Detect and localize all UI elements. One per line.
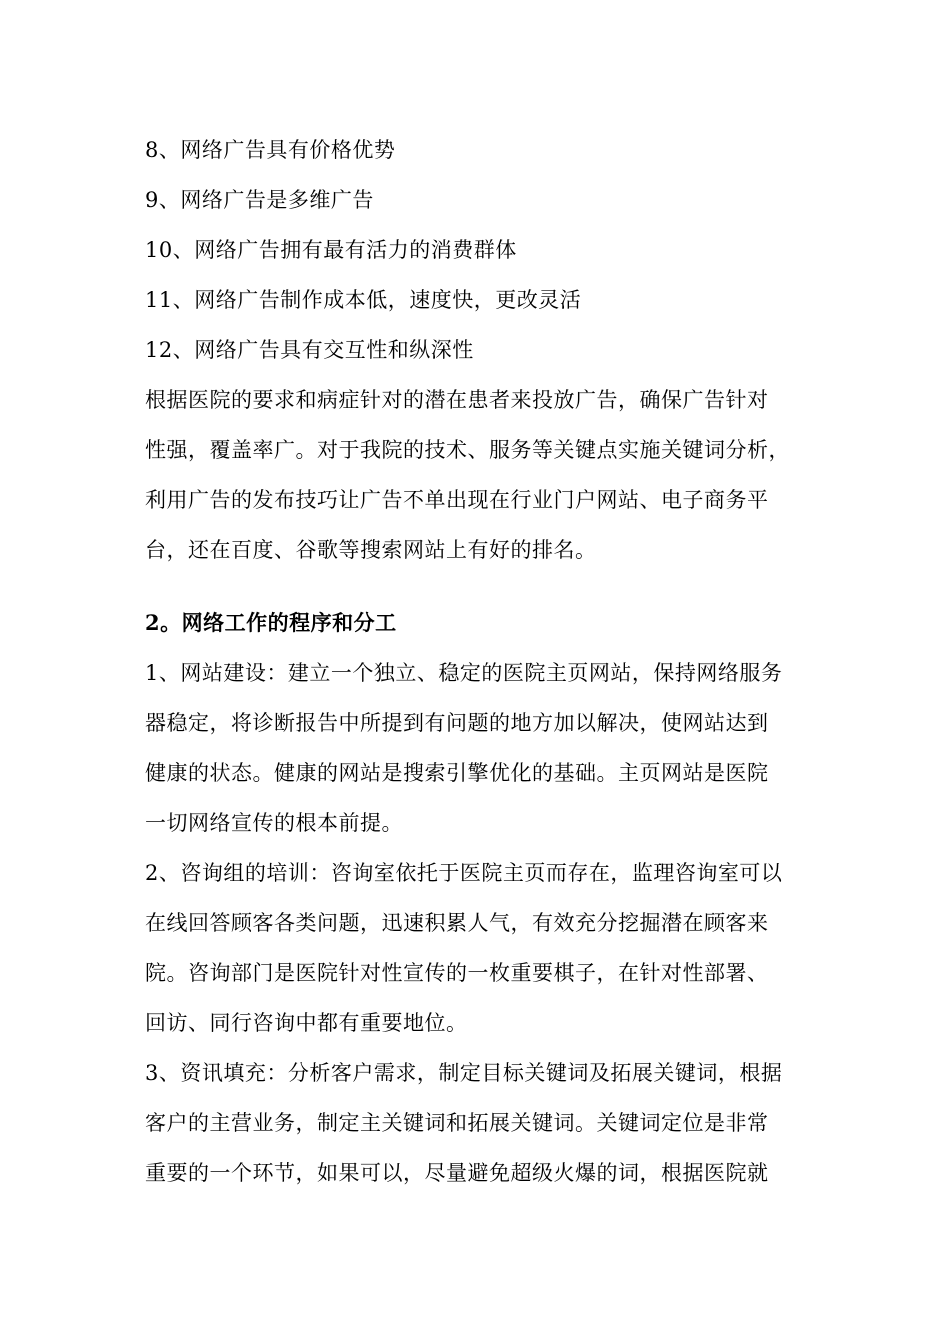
paragraph-line: 台，还在百度、谷歌等搜索网站上有好的排名。 (145, 538, 597, 562)
item1-line: 器稳定，将诊断报告中所提到有问题的地方加以解决，使网站达到 (145, 711, 769, 735)
list-item-8: 8、网络广告具有价格优势 (145, 138, 396, 162)
paragraph-line: 根据医院的要求和病症针对的潜在患者来投放广告，确保广告针对 (145, 388, 769, 412)
paragraph-line: 利用广告的发布技巧让广告不单出现在行业门户网站、电子商务平 (145, 488, 769, 512)
item2-line: 回访、同行咨询中都有重要地位。 (145, 1011, 468, 1035)
item1-line: 健康的状态。健康的网站是搜索引擎优化的基础。主页网站是医院 (145, 761, 769, 785)
item2-line: 院。咨询部门是医院针对性宣传的一枚重要棋子，在针对性部署、 (145, 961, 769, 985)
item2-line: 在线回答顾客各类问题，迅速积累人气，有效充分挖掘潜在顾客来 (145, 911, 769, 935)
list-item-11: 11、网络广告制作成本低，速度快，更改灵活 (145, 288, 582, 312)
item2-line: 2、咨询组的培训：咨询室依托于医院主页而存在，监理咨询室可以 (145, 861, 783, 885)
section-heading: 2。网络工作的程序和分工 (145, 610, 397, 635)
paragraph-line: 性强，覆盖率广。对于我院的技术、服务等关键点实施关键词分析， (145, 438, 790, 462)
item3-line: 客户的主营业务，制定主关键词和拓展关键词。关键词定位是非常 (145, 1111, 769, 1135)
item1-line: 1、网站建设：建立一个独立、稳定的医院主页网站，保持网络服务 (145, 661, 783, 685)
list-item-10: 10、网络广告拥有最有活力的消费群体 (145, 238, 517, 262)
list-item-12: 12、网络广告具有交互性和纵深性 (145, 338, 474, 362)
item1-line: 一切网络宣传的根本前提。 (145, 811, 403, 835)
list-item-9: 9、网络广告是多维广告 (145, 188, 374, 212)
item3-line: 3、资讯填充：分析客户需求，制定目标关键词及拓展关键词，根据 (145, 1061, 783, 1085)
item3-line: 重要的一个环节，如果可以，尽量避免超级火爆的词，根据医院就 (145, 1161, 769, 1185)
